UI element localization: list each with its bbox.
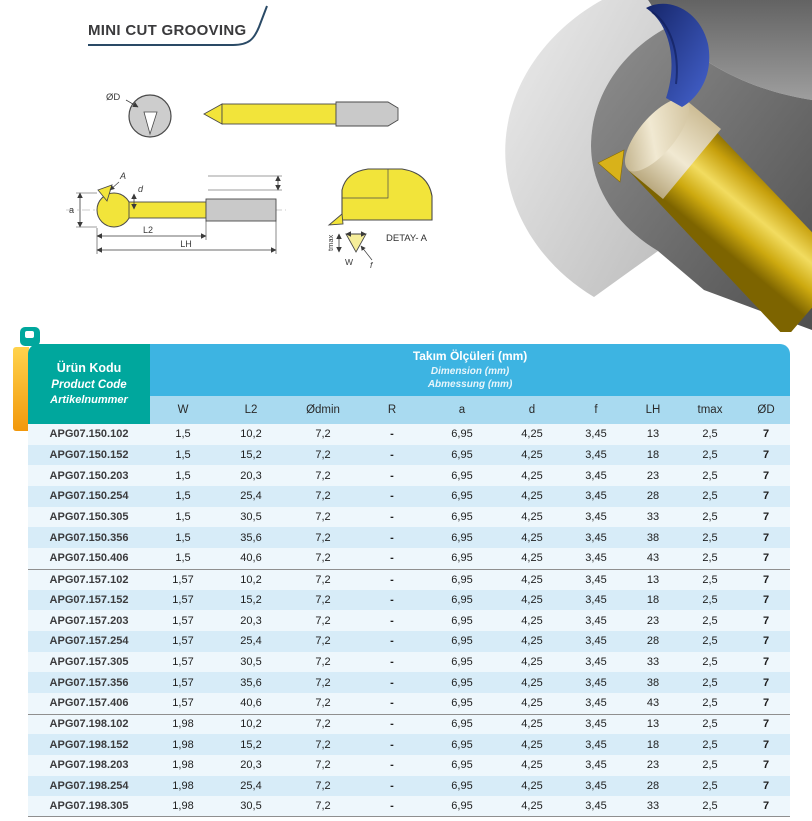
dim-cell: 1,5: [175, 428, 191, 441]
dim-l2-label: L2: [142, 225, 154, 235]
dim-cell: 10,2: [240, 428, 262, 441]
dim-cell: 6,95: [451, 759, 473, 772]
dim-cell: 6,95: [451, 614, 473, 627]
dim-cell: 6,95: [451, 531, 473, 544]
dim-cell: 6,95: [451, 469, 473, 482]
dim-cell: 1,98: [150, 796, 216, 817]
dim-a-label: a: [69, 205, 75, 215]
dim-cell: 1,5: [175, 531, 191, 544]
dim-cell: 7,2: [315, 531, 331, 544]
product-code-cell: APG07.157.152: [49, 593, 129, 606]
dim-cell: 15,2: [240, 738, 262, 751]
dim-cell: 2,5: [678, 796, 742, 817]
dimensioned-view-drawing: [66, 171, 286, 254]
dim-cell: 6,95: [451, 697, 473, 710]
dim-cell: 1,57: [150, 569, 216, 590]
dim-cell: 40,6: [240, 552, 262, 565]
dim-cell: 38: [646, 531, 660, 544]
dim-cell: 3,45: [585, 428, 607, 441]
dim-cell: 25,4: [240, 490, 262, 503]
dim-cell: 7,2: [315, 469, 331, 482]
dim-cell: 2,5: [702, 552, 718, 565]
dim-cell: -: [390, 759, 394, 772]
title-rule: [86, 0, 296, 52]
product-code-cell: APG07.150.406: [49, 552, 129, 565]
table-row: [28, 548, 790, 569]
dim-cell: 2,5: [702, 676, 718, 689]
dim-cell: -: [390, 531, 394, 544]
front-view-drawing: [106, 92, 171, 137]
table-row: [28, 672, 790, 693]
dim-cell: 3,45: [564, 796, 628, 817]
dim-cell: 3,45: [585, 738, 607, 751]
dim-cell: 3,45: [585, 614, 607, 627]
dim-cell: 7: [762, 738, 770, 751]
accent-bar: [13, 347, 29, 431]
dim-cell: 6,95: [451, 635, 473, 648]
dim-cell: 7,2: [315, 780, 331, 793]
code-header-de: Artikelnummer: [50, 394, 128, 407]
dim-cell: 3,45: [585, 511, 607, 524]
table-row: [28, 776, 790, 797]
dim-cell: 3,45: [585, 697, 607, 710]
dim-cell: 1,57: [172, 614, 194, 627]
dim-cell: 7: [762, 635, 770, 648]
col-header-odmin: Ødmin: [286, 396, 360, 424]
dim-cell: 4,25: [521, 738, 543, 751]
dimensions-header: [150, 344, 790, 396]
dim-cell: 6,95: [451, 738, 473, 751]
page-title: MINI CUT GROOVING: [88, 22, 247, 39]
dim-lh-label: LH: [180, 239, 192, 249]
code-header-tr: Ürün Kodu: [56, 360, 122, 375]
dim-cell: 2,5: [702, 469, 718, 482]
dim-cell: 33: [646, 655, 660, 668]
dim-cell: 35,6: [240, 676, 262, 689]
dim-cell: 18: [646, 449, 660, 462]
dim-cell: 7,2: [315, 697, 331, 710]
product-code-cell: APG07.150.254: [49, 490, 129, 503]
dim-cell: 6,95: [451, 655, 473, 668]
product-code-cell: APG07.150.203: [49, 469, 129, 482]
dim-cell: 3,45: [585, 635, 607, 648]
dim-cell: 4,25: [521, 511, 543, 524]
dim-cell: 13: [646, 428, 660, 441]
ref-a-label: A: [120, 171, 127, 181]
dim-cell: 4,25: [521, 428, 543, 441]
side-view-drawing: [204, 102, 398, 126]
dim-cell: 3,45: [585, 469, 607, 482]
dim-cell: 23: [646, 759, 660, 772]
dim-cell: 1,5: [175, 511, 191, 524]
dim-cell: 6,95: [451, 593, 473, 606]
dim-cell: 33: [646, 511, 660, 524]
table-row: [28, 465, 790, 486]
col-header-a: a: [424, 396, 500, 424]
dim-cell: 4,25: [521, 531, 543, 544]
dim-cell: 2,5: [678, 569, 742, 590]
code-header-en: Product Code: [51, 378, 127, 391]
dim-cell: 6,95: [451, 511, 473, 524]
dim-cell: 6,95: [424, 569, 500, 590]
dim-cell: 2,5: [702, 655, 718, 668]
col-header-r: R: [360, 396, 424, 424]
dim-cell: 38: [646, 676, 660, 689]
dim-cell: 4,25: [521, 635, 543, 648]
dim-cell: -: [390, 490, 394, 503]
dim-cell: 1,98: [172, 738, 194, 751]
dim-cell: 7: [762, 759, 770, 772]
dim-cell: 1,57: [172, 593, 194, 606]
dim-cell: -: [360, 569, 424, 590]
dim-cell: 3,45: [564, 714, 628, 735]
dim-cell: 7,2: [315, 738, 331, 751]
dim-cell: 1,98: [172, 780, 194, 793]
dim-tmax-label: tmax: [326, 234, 335, 251]
dim-header-tr: Takım Ölçüleri (mm): [412, 349, 528, 364]
product-code-cell: APG07.157.356: [49, 676, 129, 689]
dim-cell: 28: [646, 490, 660, 503]
dim-cell: -: [360, 796, 424, 817]
dim-cell: 1,5: [175, 449, 191, 462]
dim-cell: 4,25: [521, 593, 543, 606]
table-row: [28, 527, 790, 548]
dim-d-label: d: [138, 184, 144, 194]
tool-3d-render: [452, 0, 812, 332]
product-code-cell: APG07.157.406: [49, 697, 129, 710]
dim-cell: 4,25: [500, 714, 564, 735]
dim-cell: 20,3: [240, 614, 262, 627]
dim-cell: 15,2: [240, 449, 262, 462]
dim-od-label: ØD: [106, 92, 121, 103]
dim-cell: 6,95: [424, 714, 500, 735]
col-header-f: f: [564, 396, 628, 424]
dim-cell: 7: [742, 796, 790, 817]
dim-cell: 30,5: [240, 511, 262, 524]
dim-cell: 7: [762, 531, 770, 544]
dim-header-de: Abmessung (mm): [427, 378, 513, 390]
dim-cell: 7: [762, 449, 770, 462]
product-code-cell: APG07.198.305: [28, 796, 150, 817]
dim-cell: 6,95: [451, 428, 473, 441]
detail-view-drawing: [326, 169, 432, 270]
dim-cell: 3,45: [564, 569, 628, 590]
dim-cell: 7,2: [315, 614, 331, 627]
col-header-l2: L2: [216, 396, 286, 424]
col-header-od: ØD: [742, 396, 790, 424]
dim-cell: 25,4: [240, 780, 262, 793]
dim-cell: 7,2: [315, 449, 331, 462]
dim-cell: 2,5: [702, 780, 718, 793]
table-row: [28, 486, 790, 507]
dim-cell: 20,3: [240, 759, 262, 772]
dim-cell: 4,25: [500, 569, 564, 590]
dim-cell: 40,6: [240, 697, 262, 710]
dim-cell: 33: [628, 796, 678, 817]
dim-cell: 2,5: [702, 759, 718, 772]
dim-cell: -: [390, 676, 394, 689]
dim-cell: 7,2: [315, 490, 331, 503]
dim-cell: 7,2: [315, 676, 331, 689]
dim-cell: 1,5: [175, 490, 191, 503]
dim-cell: 7,2: [286, 569, 360, 590]
col-header-tmax: tmax: [678, 396, 742, 424]
dim-cell: 4,25: [521, 780, 543, 793]
dim-cell: 1,98: [150, 714, 216, 735]
dim-cell: 7: [762, 655, 770, 668]
dim-cell: 13: [628, 569, 678, 590]
dim-cell: 2,5: [678, 714, 742, 735]
dim-cell: 7,2: [315, 635, 331, 648]
dim-cell: 7: [762, 593, 770, 606]
product-code-cell: APG07.198.254: [49, 780, 129, 793]
dim-cell: 6,95: [451, 449, 473, 462]
col-header-d: d: [500, 396, 564, 424]
dim-cell: 4,25: [521, 655, 543, 668]
dim-cell: 3,45: [585, 593, 607, 606]
dim-cell: 30,5: [216, 796, 286, 817]
dim-cell: 25,4: [240, 635, 262, 648]
product-code-cell: APG07.157.305: [49, 655, 129, 668]
table-row: [28, 424, 790, 445]
dim-cell: 20,3: [240, 469, 262, 482]
dim-cell: 1,5: [175, 469, 191, 482]
table-row: [28, 734, 790, 755]
product-code-cell: APG07.157.254: [49, 635, 129, 648]
dim-cell: 4,25: [500, 796, 564, 817]
dim-cell: 6,95: [451, 780, 473, 793]
dim-f-label: f: [370, 260, 373, 270]
dim-cell: 4,25: [521, 676, 543, 689]
dim-cell: 1,57: [172, 655, 194, 668]
dim-cell: 1,98: [172, 759, 194, 772]
dim-cell: 7: [762, 490, 770, 503]
dim-cell: -: [390, 697, 394, 710]
dim-cell: 3,45: [585, 552, 607, 565]
dim-cell: -: [390, 593, 394, 606]
product-code-cell: APG07.198.203: [49, 759, 129, 772]
product-code-header: [28, 344, 150, 424]
dim-cell: 2,5: [702, 449, 718, 462]
table-row: [28, 631, 790, 652]
dim-cell: -: [390, 469, 394, 482]
dim-cell: 30,5: [240, 655, 262, 668]
dim-cell: 7,2: [286, 714, 360, 735]
dim-cell: 1,5: [175, 552, 191, 565]
table-row: [28, 445, 790, 466]
dim-cell: 3,45: [585, 531, 607, 544]
product-table: [28, 344, 790, 817]
table-row: [28, 507, 790, 528]
dim-cell: 3,45: [585, 780, 607, 793]
dim-cell: 2,5: [702, 593, 718, 606]
table-body: [28, 424, 790, 817]
dim-cell: -: [390, 655, 394, 668]
dim-cell: 4,25: [521, 697, 543, 710]
dim-cell: 1,57: [172, 697, 194, 710]
dim-cell: 2,5: [702, 490, 718, 503]
dim-cell: 23: [646, 469, 660, 482]
dim-cell: 2,5: [702, 635, 718, 648]
dim-cell: 4,25: [521, 552, 543, 565]
dim-cell: 3,45: [585, 655, 607, 668]
product-code-cell: APG07.150.102: [49, 428, 129, 441]
dim-cell: 7: [762, 614, 770, 627]
dim-cell: 6,95: [451, 490, 473, 503]
dim-cell: 23: [646, 614, 660, 627]
dim-cell: 7,2: [315, 552, 331, 565]
table-row: [28, 755, 790, 776]
dim-cell: 7,2: [315, 655, 331, 668]
dim-cell: 4,25: [521, 469, 543, 482]
dim-cell: 3,45: [585, 449, 607, 462]
table-row: [28, 610, 790, 631]
dim-cell: 10,2: [216, 714, 286, 735]
dim-cell: 15,2: [240, 593, 262, 606]
dim-cell: 13: [628, 714, 678, 735]
dim-cell: 3,45: [585, 759, 607, 772]
dim-cell: 2,5: [702, 614, 718, 627]
main-header-row: [28, 344, 790, 396]
dim-cell: 4,25: [521, 449, 543, 462]
dim-cell: 35,6: [240, 531, 262, 544]
dim-cell: 1,57: [172, 676, 194, 689]
dim-cell: -: [390, 552, 394, 565]
product-code-cell: APG07.150.305: [49, 511, 129, 524]
table-row: [28, 714, 790, 735]
dim-cell: 7: [762, 469, 770, 482]
dim-cell: 2,5: [702, 738, 718, 751]
product-code-cell: APG07.157.102: [28, 569, 150, 590]
table-row: [28, 590, 790, 611]
col-header-w: W: [150, 396, 216, 424]
dim-cell: -: [390, 738, 394, 751]
dim-cell: 2,5: [702, 428, 718, 441]
dim-cell: 43: [646, 552, 660, 565]
table-row: [28, 693, 790, 714]
dim-cell: 4,25: [521, 490, 543, 503]
dim-cell: -: [390, 511, 394, 524]
dim-cell: 6,95: [424, 796, 500, 817]
dim-cell: -: [390, 614, 394, 627]
dim-cell: 18: [646, 738, 660, 751]
dim-cell: 7: [762, 676, 770, 689]
dim-cell: 1,57: [172, 635, 194, 648]
table-row: [28, 796, 790, 817]
dim-cell: 18: [646, 593, 660, 606]
dim-cell: 28: [646, 780, 660, 793]
dim-cell: 3,45: [585, 676, 607, 689]
dim-cell: 2,5: [702, 531, 718, 544]
dim-cell: -: [390, 780, 394, 793]
dim-cell: 10,2: [216, 569, 286, 590]
dim-cell: -: [360, 714, 424, 735]
dim-cell: 7,2: [315, 759, 331, 772]
dim-cell: 7: [762, 511, 770, 524]
technical-drawings: [36, 78, 472, 278]
dim-cell: 7,2: [315, 593, 331, 606]
dim-cell: 43: [646, 697, 660, 710]
dim-cell: 4,25: [521, 614, 543, 627]
dim-cell: 6,95: [451, 676, 473, 689]
detail-a-label: DETAY- A: [386, 233, 428, 244]
col-header-lh: LH: [628, 396, 678, 424]
dim-cell: 7: [762, 552, 770, 565]
dim-cell: 7: [762, 780, 770, 793]
dim-cell: -: [390, 449, 394, 462]
dim-cell: 4,25: [521, 759, 543, 772]
dim-header-en: Dimension (mm): [430, 365, 510, 377]
dim-cell: 28: [646, 635, 660, 648]
dim-cell: 7: [762, 428, 770, 441]
dim-cell: 2,5: [702, 511, 718, 524]
dim-cell: 7: [762, 697, 770, 710]
dim-cell: 7: [742, 714, 790, 735]
product-code-cell: APG07.157.203: [49, 614, 129, 627]
dim-cell: 3,45: [585, 490, 607, 503]
dim-cell: -: [390, 428, 394, 441]
dim-cell: 6,95: [451, 552, 473, 565]
product-code-cell: APG07.150.356: [49, 531, 129, 544]
dim-cell: 2,5: [702, 697, 718, 710]
dim-cell: 7,2: [315, 428, 331, 441]
dim-cell: -: [390, 635, 394, 648]
table-row: [28, 569, 790, 590]
dim-w-label: W: [345, 257, 354, 267]
product-code-cell: APG07.150.152: [49, 449, 129, 462]
dim-cell: 7: [742, 569, 790, 590]
dim-cell: 7,2: [286, 796, 360, 817]
product-code-cell: APG07.198.152: [49, 738, 129, 751]
dim-cell: 7,2: [315, 511, 331, 524]
product-code-cell: APG07.198.102: [28, 714, 150, 735]
table-row: [28, 652, 790, 673]
